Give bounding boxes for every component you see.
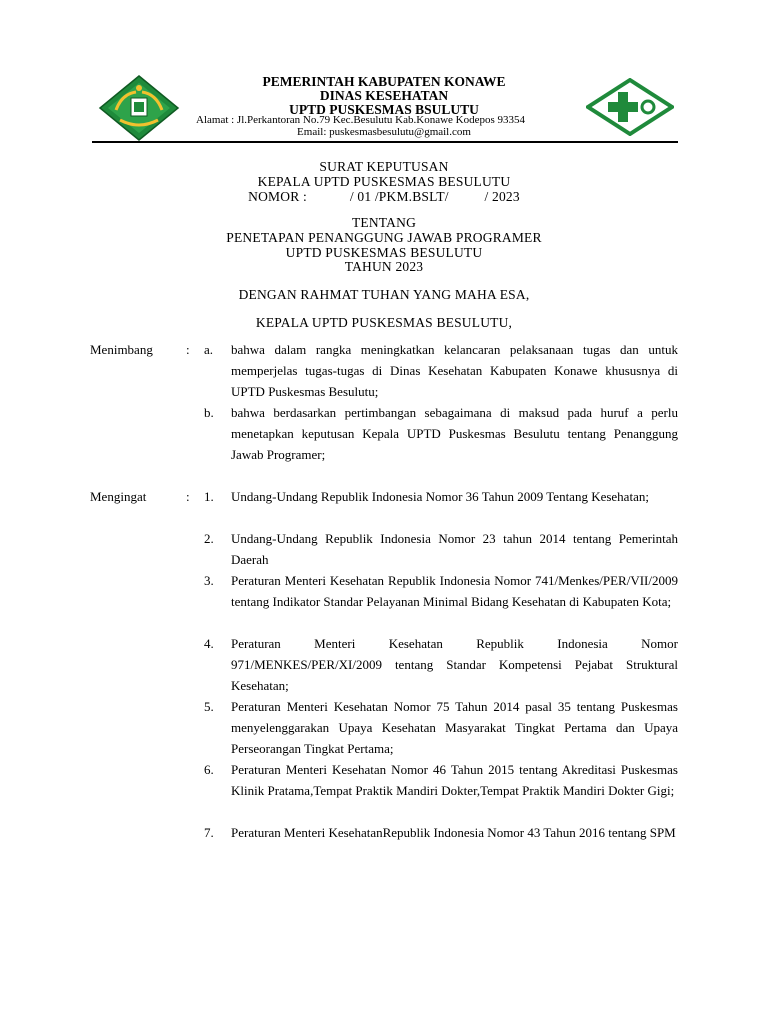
mengingat-marker: 2. [204,531,214,546]
doc-subject-unit: UPTD PUSKESMAS BESULUTU [285,245,483,260]
mengingat-colon: : [186,489,190,504]
mengingat-marker: 4. [204,636,214,651]
header-department: DINAS KESEHATAN [319,88,449,103]
menimbang-label: Menimbang [90,342,153,357]
mengingat-item: Peraturan Menteri Kesehatan Nomor 75 Tahun 2014 pasal 35 tentang Puskesmas menyelenggarakan Upaya Kesehatan Masyarakat Tingkat Pertama dan Upaya Perseorangan Tingkat Pertama; [231,699,678,756]
doc-year: TAHUN 2023 [344,259,424,274]
mengingat-marker: 1. [204,489,214,504]
mengingat-item: Peraturan Menteri Kesehatan Republik Indonesia Nomor 741/Menkes/PER/VII/2009 tentang Indikator Standar Pelayanan Minimal Bidang Kesehatan di Kabupaten Kota; [231,573,678,609]
menimbang-colon: : [186,342,190,357]
mengingat-item: Peraturan Menteri Kesehatan Nomor 46 Tahun 2015 tentang Akreditasi Puskesmas Klinik Pratama,Tempat Praktik Mandiri Dokter,Tempat Praktik Mandiri Dokter Gigi; [231,762,678,798]
doc-type: SURAT KEPUTUSAN [319,159,449,174]
doc-decision-maker: KEPALA UPTD PUSKESMAS BESULUTU, [255,315,513,330]
doc-about: TENTANG [351,215,417,230]
header-unit: UPTD PUSKESMAS BSULUTU [289,102,479,117]
puskesmas-logo [586,78,674,136]
mengingat-item: Undang-Undang Republik Indonesia Nomor 23 tahun 2014 tentang Pemerintah Daerah [231,531,678,567]
doc-number: NOMOR : / 01 /PKM.BSLT/ / 2023 [248,189,520,204]
mengingat-marker: 5. [204,699,214,714]
mengingat-item: Peraturan Menteri KesehatanRepublik Indonesia Nomor 43 Tahun 2016 tentang SPM [231,825,676,840]
doc-subject: PENETAPAN PENANGGUNG JAWAB PROGRAMER [226,230,542,245]
header-address: Alamat : Jl.Perkantoran No.79 Kec.Besulutu Kab.Konawe Kodepos 93354 [196,114,526,126]
doc-invocation: DENGAN RAHMAT TUHAN YANG MAHA ESA, [238,287,530,302]
mengingat-marker: 6. [204,762,214,777]
mengingat-item: Undang-Undang Republik Indonesia Nomor 36 Tahun 2009 Tentang Kesehatan; [231,489,649,504]
mengingat-item: Peraturan Menteri Kesehatan Republik Indonesia Nomor 971/MENKES/PER/XI/2009 tentang Standar Kompetensi Pejabat Struktural Kesehatan; [231,636,678,693]
menimbang-item: bahwa berdasarkan pertimbangan sebagaimana di maksud pada huruf a perlu menetapkan keputusan Kepala UPTD Puskesmas Besulutu tentang Penanggung Jawab Programer; [231,405,678,462]
konawe-emblem-logo [98,74,180,142]
mengingat-marker: 7. [204,825,214,840]
mengingat-marker: 3. [204,573,214,588]
header-divider [92,141,678,143]
header-email: Email: puskesmasbesulutu@gmail.com [297,126,471,138]
mengingat-label: Mengingat [90,489,147,504]
header-government: PEMERINTAH KABUPATEN KONAWE [262,74,506,89]
menimbang-marker: b. [204,405,214,420]
menimbang-item: bahwa dalam rangka meningkatkan kelancaran pelaksanaan tugas dan untuk memperjelas tugas-tugas di Dinas Kesehatan Kabupaten Konawe khususnya di UPTD Puskesmas Besulutu; [231,342,678,399]
menimbang-marker: a. [204,342,214,357]
doc-issuer: KEPALA UPTD PUSKESMAS BESULUTU [257,174,511,189]
